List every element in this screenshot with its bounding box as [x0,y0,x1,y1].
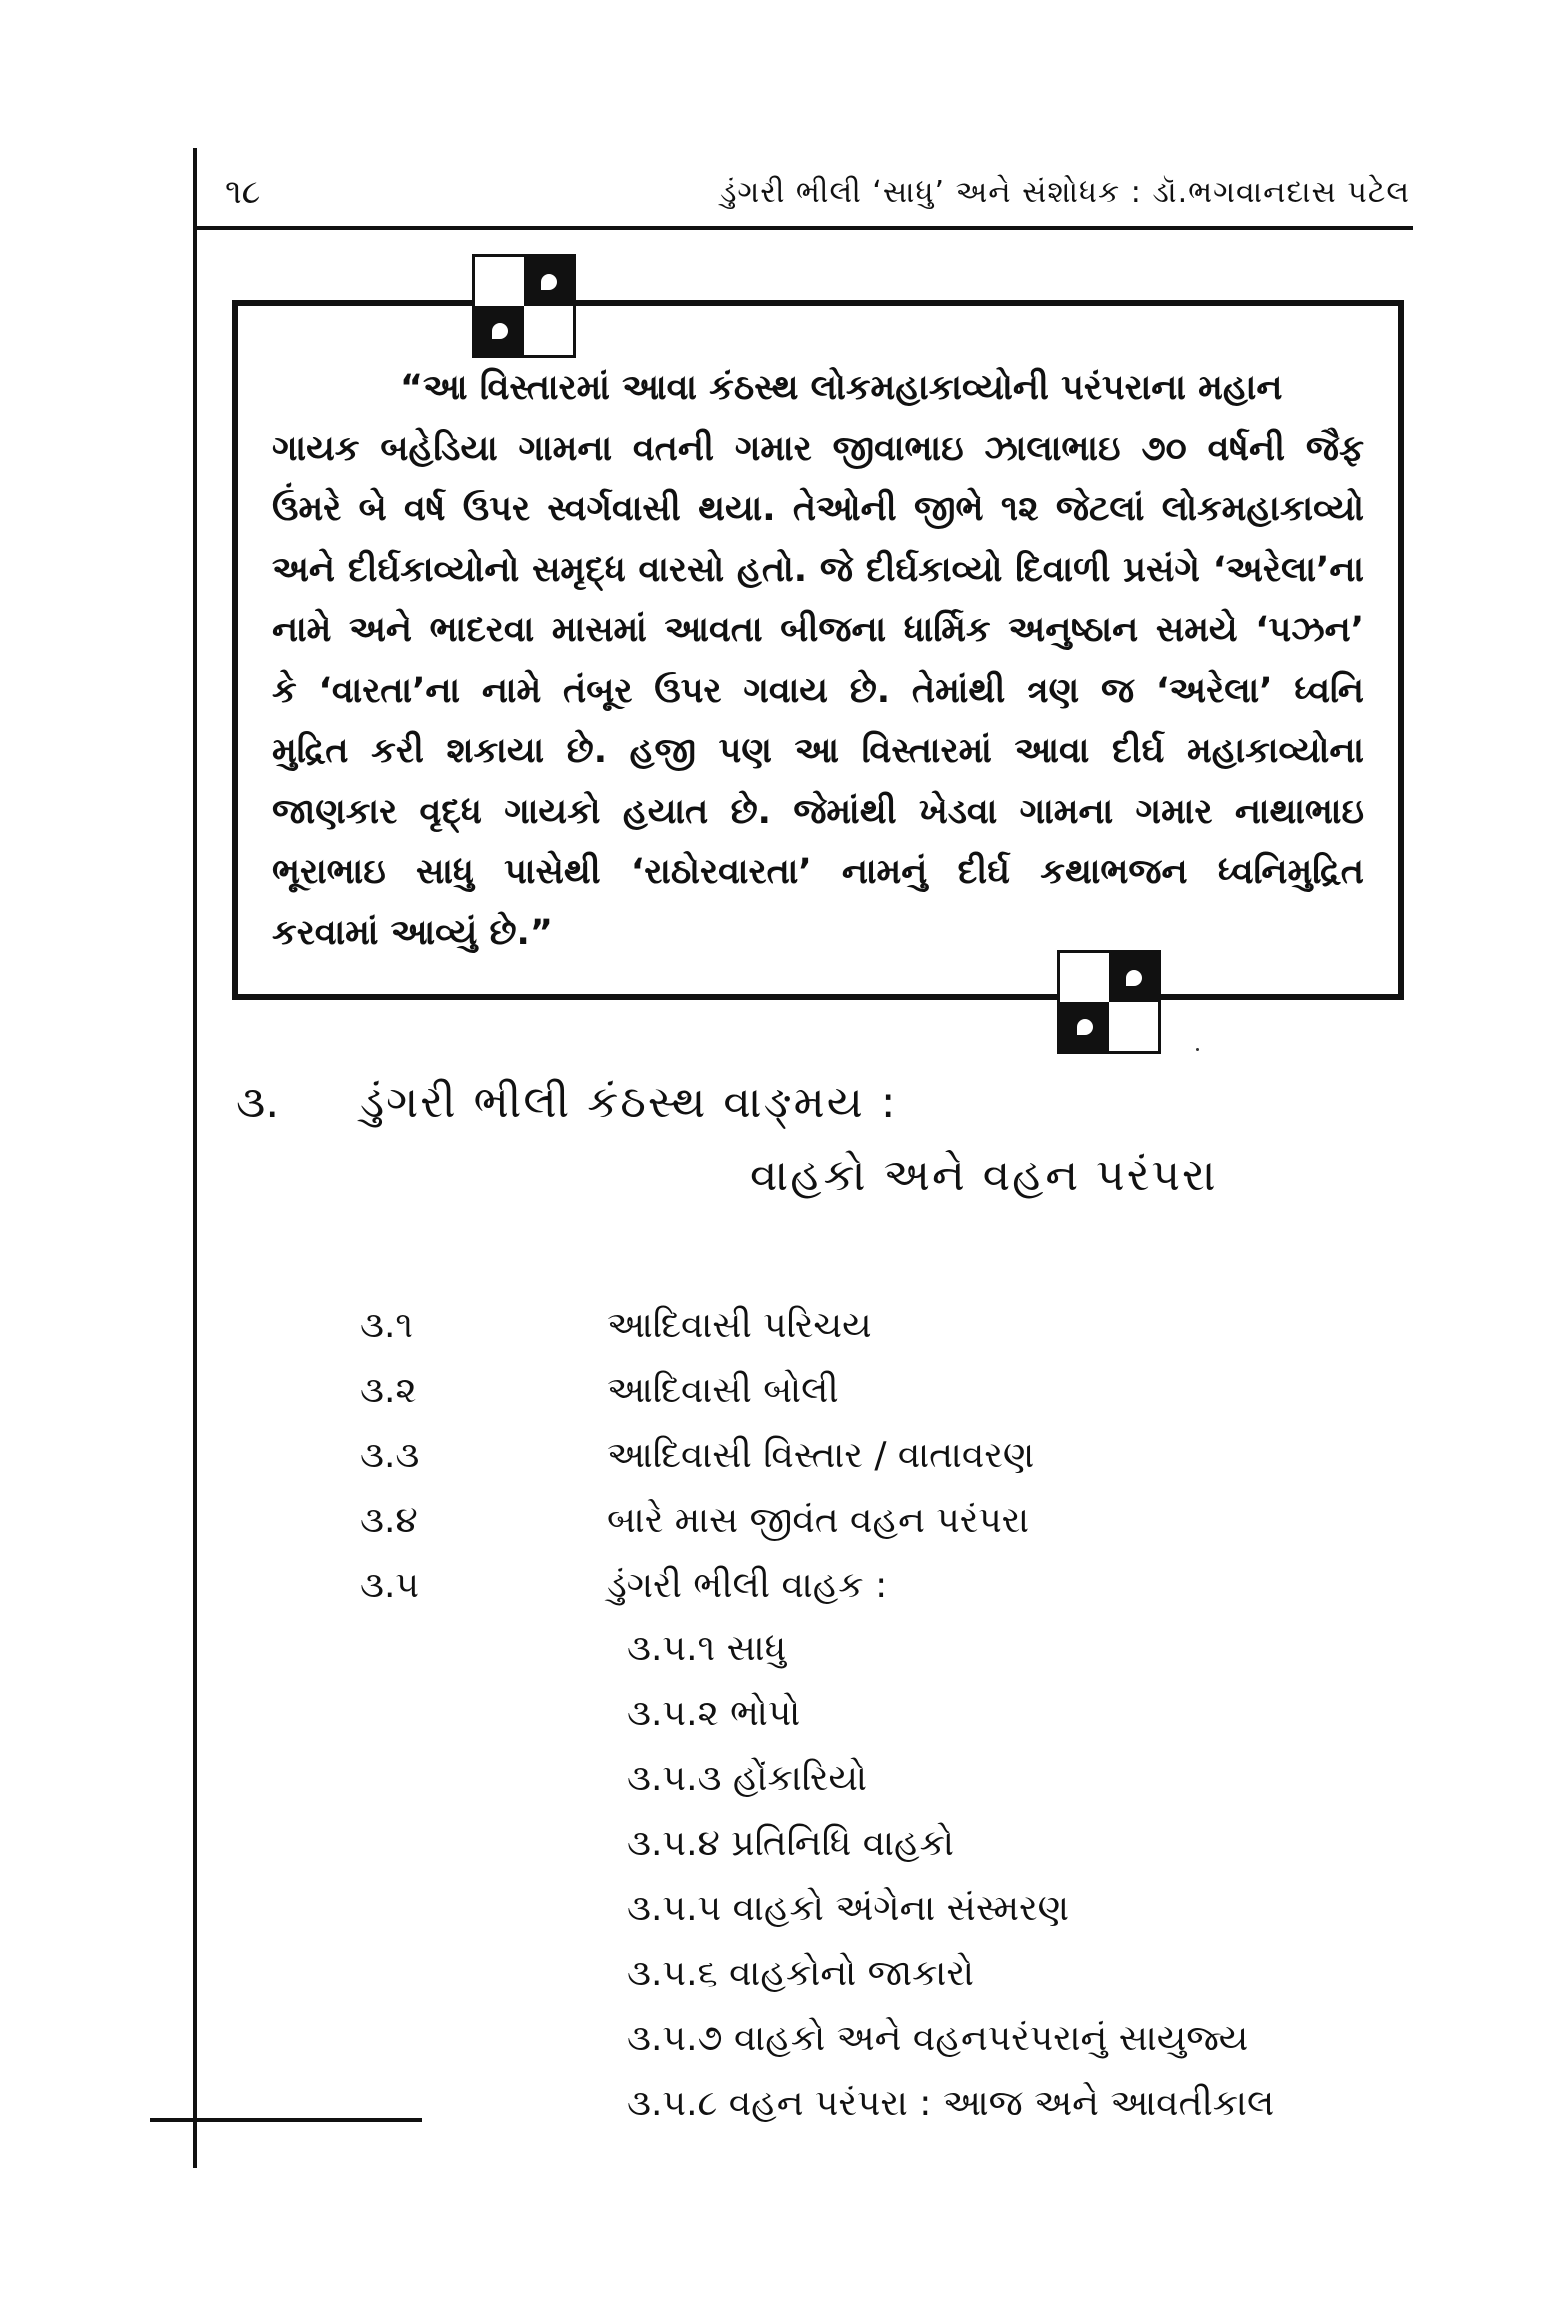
subtoc-item: ૩.૫.૧ સાધુ [627,1628,787,1669]
speck [1196,1048,1199,1051]
subtoc-item: ૩.૫.૫ વાહકો અંગેના સંસ્મરણ [627,1888,1070,1929]
toc-label: આદિવાસી પરિચય [607,1305,872,1346]
checker-cell [524,257,573,306]
quote-line: જાણકાર વૃદ્ધ ગાયકો હયાત છે. જેમાંથી ખેડવા ગામના ગમાર નાથાભાઇ [272,791,1364,832]
toc-number: ૩.૨ [360,1370,417,1411]
toc-label: આદિવાસી બોલી [607,1370,839,1411]
left-margin-rule [193,148,197,2168]
section-subtitle: વાહકો અને વહન પરંપરા [750,1150,1218,1201]
quote-line: મુદ્રિત કરી શકાયા છે. હજી પણ આ વિસ્તારમાં આવા દીર્ઘ મહાકાવ્યોના [272,731,1364,771]
quote-line: અને દીર્ઘકાવ્યોનો સમૃદ્ધ વારસો હતો. જે દીર્ઘકાવ્યો દિવાળી પ્રસંગે ‘અરેલા’ના [272,549,1364,590]
checker-ornament-icon [472,254,576,358]
header-rule [193,226,1413,230]
checker-ornament-icon [1057,950,1161,1054]
toc-number: ૩.૩ [360,1435,420,1476]
checker-cell [475,306,524,355]
page-number: ૧૮ [225,172,261,212]
running-header: ડુંગરી ભીલી ‘સાધુ’ અને સંશોધક : ડૉ.ભગવાનદાસ પટેલ [719,175,1410,210]
toc-number: ૩.૧ [360,1305,414,1346]
checker-cell [1109,1002,1158,1051]
toc-label: આદિવાસી વિસ્તાર / વાતાવરણ [607,1435,1035,1476]
section-title: ડુંગરી ભીલી કંઠસ્થ વાઙ્મય : [360,1077,898,1128]
checker-cell [524,306,573,355]
quote-text [272,358,1364,963]
subtoc-item: ૩.૫.૪ પ્રતિનિધિ વાહકો [627,1823,955,1864]
ornament-dot-icon [1126,970,1142,986]
ornament-dot-icon [541,274,557,290]
subtoc-item: ૩.૫.૬ વાહકોનો જાકારો [627,1953,974,1994]
subtoc-item: ૩.૫.૭ વાહકો અને વહનપરંપરાનું સાયુજ્ય [627,2018,1249,2059]
subtoc-item: ૩.૫.૩ હોંકારિયો [627,1758,867,1799]
checker-cell [1060,1002,1109,1051]
toc-label: બારે માસ જીવંત વહન પરંપરા [607,1500,1030,1541]
ornament-dot-icon [492,323,508,339]
quote-line: કે ‘વારતા’ના નામે તંબૂર ઉપર ગવાય છે. તેમાંથી ત્રણ જ ‘અરેલા’ ધ્વનિ [272,670,1364,711]
quote-line: “આ વિસ્તારમાં આવા કંઠસ્થ લોકમહાકાવ્યોની પરંપરાના મહાન [400,368,1283,408]
subtoc-item: ૩.૫.૮ વહન પરંપરા : આજ અને આવતીકાલ [627,2083,1275,2124]
toc-label: ડુંગરી ભીલી વાહક : [607,1565,888,1606]
quote-line: ગાયક બહેડિયા ગામના વતની ગમાર જીવાભાઇ ઝાલાભાઇ ૭૦ વર્ષની જૈફ [272,428,1364,469]
ornament-dot-icon [1077,1019,1093,1035]
checker-cell [1109,953,1158,1002]
toc-number: ૩.૪ [360,1500,418,1541]
footer-rule [150,2118,422,2122]
quote-line: ઉંમરે બે વર્ષ ઉપર સ્વર્ગવાસી થયા. તેઓની જીભે ૧૨ જેટલાં લોકમહાકાવ્યો [272,489,1364,529]
quote-line: ભૂરાભાઇ સાધુ પાસેથી ‘રાઠોરવારતા’ નામનું દીર્ઘ કથાભજન ધ્વનિમુદ્રિત [272,852,1364,892]
quote-line: નામે અને ભાદરવા માસમાં આવતા બીજના ધાર્મિક અનુષ્ઠાન સમયે ‘પઝન’ [272,610,1364,650]
toc-number: ૩.૫ [360,1565,420,1606]
subtoc-item: ૩.૫.૨ ભોપો [627,1693,801,1734]
quote-line: કરવામાં આવ્યું છે.” [272,912,553,953]
checker-cell [1060,953,1109,1002]
checker-cell [475,257,524,306]
section-number: ૩. [236,1077,280,1128]
